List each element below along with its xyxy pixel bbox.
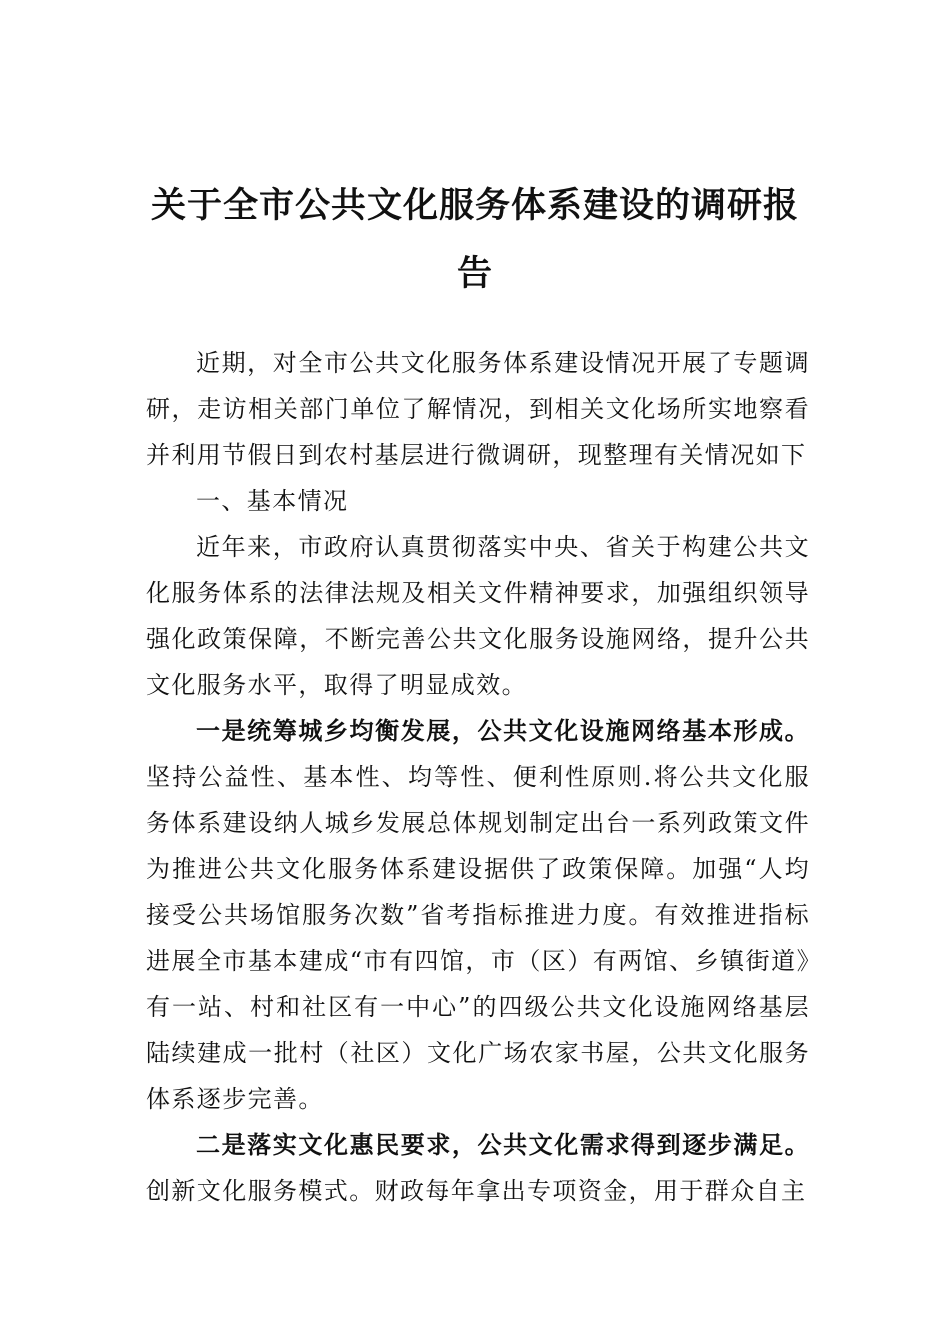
document-body	[146, 340, 810, 1214]
document-title: 关于全市公共文化服务体系建设的调研报告	[150, 185, 799, 294]
point1-text: 坚持公益性、基本性、均等性、便利性原则.将公共文化服务体系建设纳人城乡发展总体规划制定出台一系列政策文件为推进公共文化服务体系建设据供了政策保障。加强“人均接受公共场馆服务次数”省考指标推进力度。有效推进指标进展全市基本建成“市有四馆，市（区）有两馆、乡镇街道》有一站、村和社区有一中心”的四级公共文化设施网络基层陆续建成一批村（社区）文化广场农家书屋，公共文化服务体系逐步完善。	[146, 763, 810, 1113]
point2-lead: 二是落实文化惠民要求，公共文化需求得到逐步满足。	[196, 1131, 810, 1159]
intro-paragraph: 近期，对全市公共文化服务体系建设情况开展了专题调研，走访相关部门单位了解情况，到相关文化场所实地察看并利用节假日到农村基层进行微调研，现整理有关情况如下	[146, 349, 810, 469]
point1-lead: 一是统筹城乡均衡发展，公共文化设施网络基本形成。	[196, 717, 810, 745]
point1-paragraph	[146, 708, 810, 1122]
section-heading-basic-situation: 一、基本情况	[196, 487, 349, 515]
section1-paragraph: 近年来，市政府认真贯彻落实中央、省关于构建公共文化服务体系的法律法规及相关文件精神要求，加强组织领导强化政策保障，不断完善公共文化服务设施网络，提升公共文化服务水平，取得了明显成效。	[146, 533, 810, 699]
point2-text: 创新文化服务模式。财政每年拿出专项资金，用于群众自主	[146, 1177, 807, 1205]
point2-paragraph	[146, 1122, 810, 1214]
